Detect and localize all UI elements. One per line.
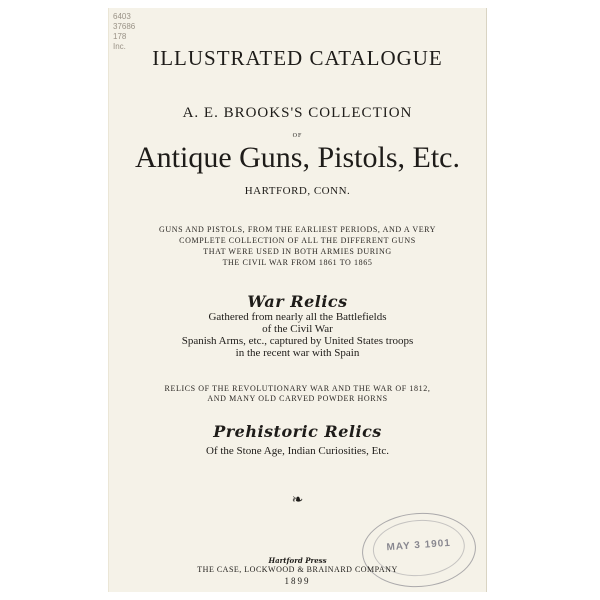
description-line: THAT WERE USED IN BOTH ARMIES DURING: [203, 247, 392, 256]
margin-note: 37686: [113, 22, 136, 31]
war-relics-block: [109, 311, 486, 359]
description-line: THE CIVIL WAR FROM 1861 TO 1865: [222, 258, 373, 267]
war-relics-line: in the recent war with Spain: [235, 347, 360, 359]
fleuron-ornament-icon: ❧: [291, 493, 304, 508]
press-name: Hartford Press: [268, 556, 327, 565]
description-line: GUNS AND PISTOLS, FROM THE EARLIEST PERIODS, AND A VERY: [158, 225, 437, 234]
revolutionary-line: AND MANY OLD CARVED POWDER HORNS: [207, 394, 388, 403]
revolutionary-block: [109, 384, 486, 404]
war-relics-line: Gathered from nearly all the Battlefields: [208, 311, 387, 323]
publisher-name: THE CASE, LOCKWOOD & BRAINARD COMPANY: [197, 565, 398, 574]
war-relics-line: Spanish Arms, etc., captured by United States troops: [181, 335, 414, 347]
revolutionary-line: RELICS OF THE REVOLUTIONARY WAR AND THE WAR OF 1812,: [164, 384, 431, 393]
war-relics-heading: War Relics: [247, 292, 348, 311]
collection-heading: A. E. BROOKS'S COLLECTION: [182, 105, 413, 121]
of-word: OF: [292, 133, 303, 139]
prehistoric-relics-heading: Prehistoric Relics: [213, 422, 382, 441]
main-title: Antique Guns, Pistols, Etc.: [134, 141, 460, 174]
catalogue-title-page: [108, 8, 487, 592]
margin-note: 178: [113, 32, 127, 41]
margin-note: Inc.: [113, 42, 126, 51]
description-line: COMPLETE COLLECTION OF ALL THE DIFFERENT GUNS: [179, 236, 416, 245]
stamp-date: MAY 3 1901: [386, 537, 452, 554]
war-relics-line: of the Civil War: [262, 323, 333, 335]
publication-year: 1899: [284, 576, 311, 586]
city-line: HARTFORD, CONN.: [244, 185, 351, 197]
prehistoric-relics-line: Of the Stone Age, Indian Curiosities, Etc.: [206, 445, 389, 457]
illustrated-catalogue-heading: ILLUSTRATED CATALOGUE: [152, 46, 443, 70]
description-block: [109, 224, 486, 268]
margin-note: 6403: [113, 12, 131, 21]
